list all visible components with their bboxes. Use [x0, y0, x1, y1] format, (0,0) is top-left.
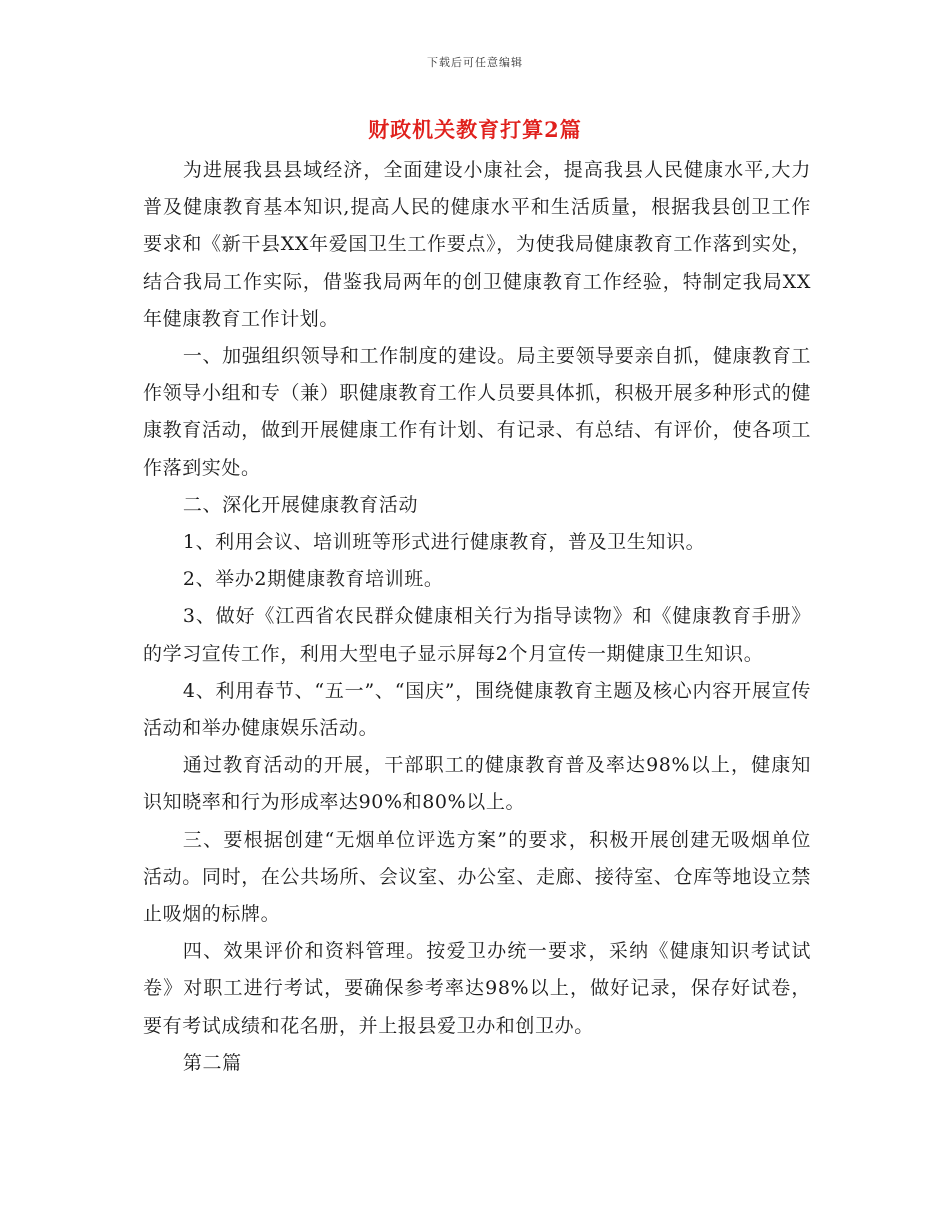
paragraph-section-4: 四、效果评价和资料管理。按爱卫办统一要求，采纳《健康知识考试试卷》对职工进行考试，要确保参考率达98%以上，做好记录，保存好试卷，要有考试成绩和花名册，并上报县爱卫办和创卫办。 — [143, 940, 811, 1037]
document-title: 财政机关教育打算2篇 — [368, 117, 582, 142]
paragraph-item-4: 4、利用春节、“五一”、“国庆”，围绕健康教育主题及核心内容开展宣传活动和举办健康娱乐活动。 — [143, 679, 811, 740]
paragraph-part-two-heading: 第二篇 — [182, 1051, 242, 1074]
paragraph-section-3: 三、要根据创建“无烟单位评选方案”的要求，积极开展创建无吸烟单位活动。同时，在公共场所、会议室、办公室、走廊、接待室、仓库等地设立禁止吸烟的标牌。 — [143, 828, 811, 926]
paragraph-section-2-heading: 二、深化开展健康教育活动 — [182, 493, 419, 516]
paragraph-intro: 为进展我县县域经济，全面建设小康社会，提高我县人民健康水平,大力普及健康教育基本知识,提高人民的健康水平和生活质量，根据我县创卫工作要求和《新干县XX年爱国卫生工作要点》，为使我局健康教育工作落到实处，结合我局工作实际，借鉴我局两年的创卫健康教育工作经验，特制定我局XX年健康教育工作计划。 — [143, 159, 811, 330]
document-body — [143, 152, 811, 1082]
paragraph-section-1: 一、加强组织领导和工作制度的建设。局主要领导要亲自抓，健康教育工作领导小组和专（兼）职健康教育工作人员要具体抓，积极开展多种形式的健康教育活动，做到开展健康工作有计划、有记录、有总结、有评价，使各项工作落到实处。 — [143, 345, 811, 479]
paragraph-item-1: 1、利用会议、培训班等形式进行健康教育，普及卫生知识。 — [182, 531, 706, 554]
paragraph-item-3: 3、做好《江西省农民群众健康相关行为指导读物》和《健康教育手册》的学习宣传工作，利用大型电子显示屏每2个月宣传一期健康卫生知识。 — [143, 605, 811, 665]
paragraph-item-2: 2、举办2期健康教育培训班。 — [182, 568, 444, 591]
header-note: 下载后可任意编辑 — [427, 56, 523, 69]
paragraph-outcome: 通过教育活动的开展，干部职工的健康教育普及率达98%以上，健康知识知晓率和行为形成率达90%和80%以上。 — [143, 754, 811, 814]
